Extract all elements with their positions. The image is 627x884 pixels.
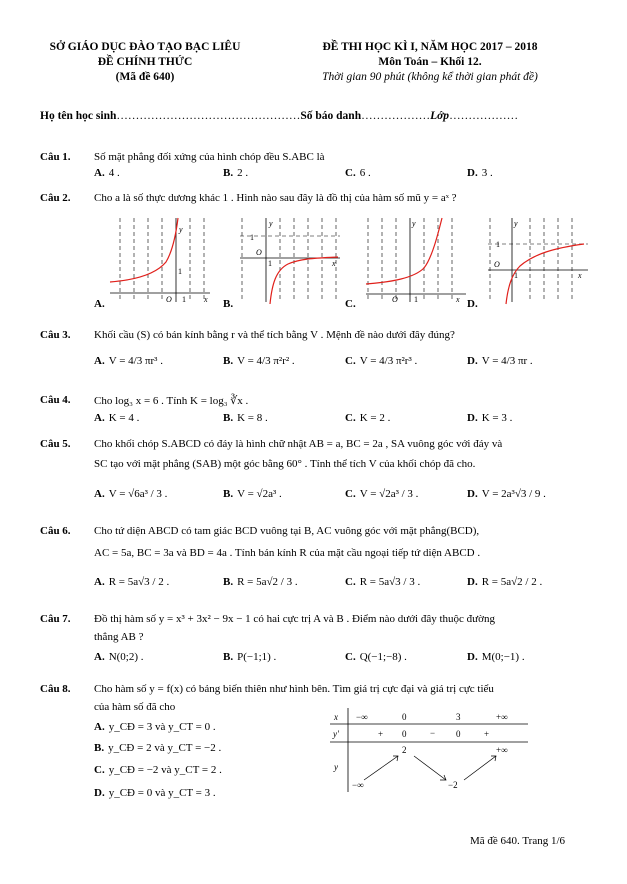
- dept-name: SỞ GIÁO DỤC ĐÀO TẠO BẠC LIÊU: [49, 41, 241, 53]
- vt-yp-zero2: 0: [456, 729, 461, 739]
- svg-text:1: 1: [250, 233, 254, 242]
- student-id-label: Số báo danh: [300, 110, 362, 122]
- svg-text:1: 1: [268, 259, 272, 268]
- svg-text:y: y: [179, 225, 183, 234]
- q2-text: Cho a là số thực dương khác 1 . Hình nào sau đây là đồ thị của hàm số mũ y = aˣ ?: [94, 192, 457, 204]
- vt-yp-label: y': [333, 729, 339, 739]
- class-label: Lớp: [430, 110, 450, 122]
- vt-y-min: −2: [448, 780, 458, 790]
- svg-text:1: 1: [414, 295, 418, 304]
- svg-text:x: x: [578, 271, 582, 280]
- svg-text:O: O: [166, 295, 172, 304]
- q2-option-d: D.: [467, 298, 478, 310]
- q7-number: Câu 7.: [40, 613, 71, 625]
- q7-option-a: A. N(0;2) .: [94, 651, 144, 663]
- q3-option-a: A. V = 4/3 πr³ .: [94, 355, 163, 367]
- q8-number: Câu 8.: [40, 683, 71, 695]
- q6-option-a: A. R = 5a√3 / 2 .: [94, 576, 170, 588]
- header-left: [30, 40, 260, 85]
- svg-text:1: 1: [182, 295, 186, 304]
- q7-option-b: B. P(−1;1) .: [223, 651, 277, 663]
- vt-x-label: x: [334, 712, 338, 722]
- q6-option-b: B. R = 5a√2 / 3 .: [223, 576, 298, 588]
- q8-option-b: B. y_CĐ = 2 và y_CT = −2 .: [94, 742, 222, 754]
- student-info-line: [40, 110, 518, 122]
- q2-graph-c: [362, 214, 466, 306]
- q3-option-b: B. V = 4/3 π²r² .: [223, 355, 295, 367]
- svg-text:y: y: [269, 219, 273, 228]
- q1-text: Số mặt phẳng đối xứng của hình chóp đều S.ABC là: [94, 151, 325, 163]
- q4-number: Câu 4.: [40, 394, 71, 406]
- q4-text: Cho log₃ x = 6 . Tính K = log₃ ∛x .: [94, 395, 249, 407]
- q2-graph-a: [106, 214, 212, 306]
- q8-option-d: D. y_CĐ = 0 và y_CT = 3 .: [94, 787, 216, 799]
- q5-text: Cho khối chóp S.ABCD có đáy là hình chữ nhật AB = a, BC = 2a , SA vuông góc với đáy và: [94, 438, 503, 450]
- q3-option-c: C. V = 4/3 π²r³ .: [345, 355, 418, 367]
- q1-option-a: A. 4 .: [94, 167, 120, 179]
- svg-text:x: x: [456, 295, 460, 304]
- q6-text: Cho tứ diện ABCD có tam giác BCD vuông tại B, AC vuông góc với mặt phẳng(BCD),: [94, 525, 480, 537]
- q7-text: Đồ thị hàm số y = x³ + 3x² − 9x − 1 có hai cực trị A và B . Điểm nào dưới đây thuộc đường: [94, 613, 495, 625]
- q5-option-a: A. V = √6a³ / 3 .: [94, 488, 168, 500]
- vt-yp-sign1: +: [378, 729, 384, 739]
- vt-x-0: 0: [402, 712, 407, 722]
- q7-text-line2: thẳng AB ?: [94, 631, 144, 643]
- vt-x-posinf: +∞: [496, 712, 508, 722]
- svg-text:1: 1: [178, 267, 182, 276]
- student-id-dots: ………………: [361, 110, 431, 122]
- vt-x-neginf: −∞: [356, 712, 368, 722]
- svg-text:O: O: [494, 260, 500, 269]
- q1-option-c: C. 6 .: [345, 167, 371, 179]
- q6-option-c: C. R = 5a√3 / 3 .: [345, 576, 421, 588]
- q2-number: Câu 2.: [40, 192, 71, 204]
- vt-x-3: 3: [456, 712, 461, 722]
- svg-text:y: y: [412, 219, 416, 228]
- q8-text-line2: của hàm số đã cho: [94, 701, 176, 713]
- q3-text: Khối cầu (S) có bán kính bằng r và thể tích bằng V . Mệnh đề nào dưới đây đúng?: [94, 329, 455, 341]
- exam-title: ĐỀ THI HỌC KÌ I, NĂM HỌC 2017 – 2018: [322, 41, 538, 53]
- svg-text:y: y: [514, 219, 518, 228]
- q4-option-d: D. K = 3 .: [467, 412, 513, 424]
- exam-subject: Môn Toán – Khối 12.: [378, 56, 482, 68]
- vt-yp-zero1: 0: [402, 729, 407, 739]
- q4-option-a: A. K = 4 .: [94, 412, 140, 424]
- svg-text:x: x: [332, 259, 336, 268]
- svg-text:x: x: [204, 295, 208, 304]
- vt-yp-sign2: −: [430, 728, 436, 738]
- q7-option-c: C. Q(−1;−8) .: [345, 651, 407, 663]
- vt-y-max: 2: [402, 745, 407, 755]
- class-dots: ………………: [449, 110, 519, 122]
- exam-time: Thời gian 90 phút (không kể thời gian phát đề): [322, 71, 538, 83]
- official-label: ĐỀ CHÍNH THỨC: [97, 56, 193, 68]
- student-name-dots: …………………………………………: [116, 110, 301, 122]
- q8-option-a: A. y_CĐ = 3 và y_CT = 0 .: [94, 721, 216, 733]
- q5-number: Câu 5.: [40, 438, 71, 450]
- student-name-label: Họ tên học sinh: [40, 110, 117, 122]
- q5-option-b: B. V = √2a³ .: [223, 488, 282, 500]
- q6-text-line2: AC = 5a, BC = 3a và BD = 4a . Tính bán kính R của mặt cầu ngoại tiếp tứ diện ABCD .: [94, 547, 481, 559]
- q1-option-b: B. 2 .: [223, 167, 249, 179]
- q2-option-a: A.: [94, 298, 105, 310]
- q8-option-c: C. y_CĐ = −2 và y_CT = 2 .: [94, 764, 222, 776]
- q5-text-line2: SC tạo với mặt phẳng (SAB) một góc bằng 60° . Tính thể tích V của khối chóp đã cho.: [94, 458, 476, 470]
- svg-text:O: O: [392, 295, 398, 304]
- vt-y-label: y: [334, 762, 338, 772]
- q2-graph-b: [236, 214, 340, 306]
- q4-option-b: B. K = 8 .: [223, 412, 268, 424]
- q7-option-d: D. M(0;−1) .: [467, 651, 525, 663]
- vt-y-posinf: +∞: [496, 745, 508, 755]
- q6-number: Câu 6.: [40, 525, 71, 537]
- vt-y-neginf: −∞: [352, 780, 364, 790]
- q5-option-c: C. V = √2a³ / 3 .: [345, 488, 419, 500]
- q1-option-d: D. 3 .: [467, 167, 493, 179]
- header-right: [270, 40, 590, 85]
- q4-option-c: C. K = 2 .: [345, 412, 391, 424]
- q5-option-d: D. V = 2a³√3 / 9 .: [467, 488, 546, 500]
- q2-graph-d: [484, 214, 588, 306]
- svg-text:O: O: [256, 248, 262, 257]
- svg-text:1: 1: [496, 240, 500, 249]
- q3-option-d: D. V = 4/3 πr .: [467, 355, 533, 367]
- svg-text:1: 1: [514, 271, 518, 280]
- q3-number: Câu 3.: [40, 329, 71, 341]
- q2-option-c: C.: [345, 298, 356, 310]
- exam-code: (Mã đề 640): [115, 71, 175, 83]
- variation-table: [330, 708, 530, 793]
- vt-yp-sign3: +: [484, 729, 490, 739]
- page-footer: Mã đề 640. Trang 1/6: [470, 835, 566, 847]
- q2-option-b: B.: [223, 298, 234, 310]
- q1-number: Câu 1.: [40, 151, 71, 163]
- q8-text: Cho hàm số y = f(x) có bảng biến thiên như hình bên. Tìm giá trị cực đại và giá trị cực tiểu: [94, 683, 494, 695]
- q6-option-d: D. R = 5a√2 / 2 .: [467, 576, 543, 588]
